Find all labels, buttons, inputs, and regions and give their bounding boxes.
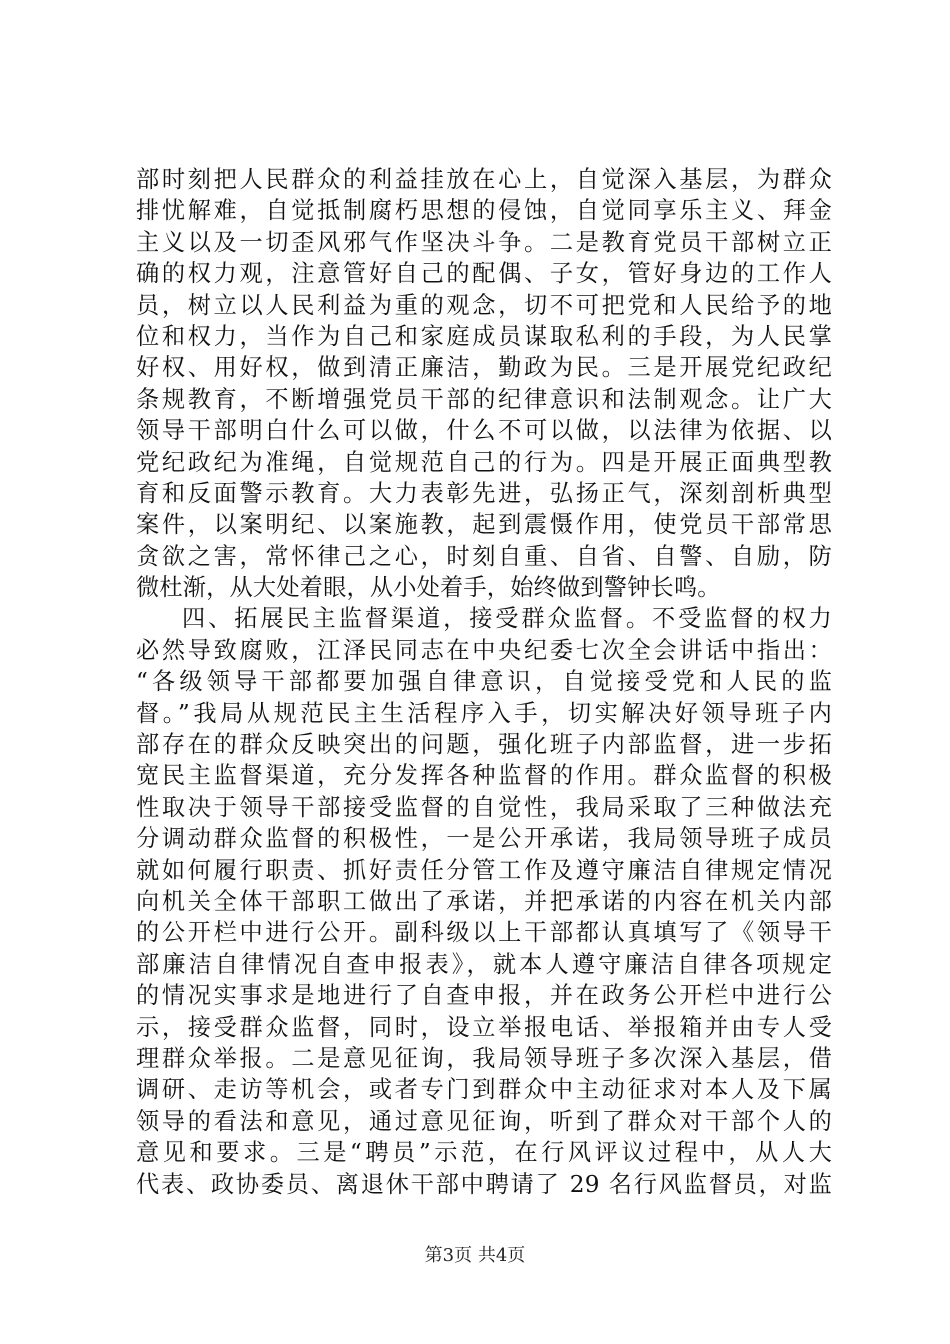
- body-text: [136, 164, 832, 1200]
- text-line: 督。”我局从规范民主生活程序入手，切实解决好领导班子内: [136, 699, 832, 727]
- text-line: 条规教育，不断增强党员干部的纪律意识和法制观念。让广大: [136, 385, 832, 413]
- text-line: 位和权力，当作为自己和家庭成员谋取私利的手段，为人民掌: [136, 322, 832, 350]
- text-line: 必然导致腐败，江泽民同志在中央纪委七次全会讲话中指出：: [136, 636, 832, 664]
- text-line: 育和反面警示教育。大力表彰先进，弘扬正气，深刻剖析典型: [136, 479, 832, 507]
- text-line: 调研、走访等机会，或者专门到群众中主动征求对本人及下属: [136, 1076, 832, 1104]
- text-line: 案件，以案明纪、以案施教，起到震慑作用，使党员干部常思: [136, 511, 832, 539]
- text-line: 部廉洁自律情况自查申报表》，就本人遵守廉洁自律各项规定: [136, 950, 832, 978]
- text-line: 好权、用好权，做到清正廉洁，勤政为民。三是开展党纪政纪: [136, 354, 832, 382]
- text-line: 示，接受群众监督，同时，设立举报电话、举报箱并由专人受: [136, 1013, 832, 1041]
- text-line: 宽民主监督渠道，充分发挥各种监督的作用。群众监督的积极: [136, 762, 832, 790]
- text-line: 分调动群众监督的积极性，一是公开承诺，我局领导班子成员: [136, 825, 832, 853]
- text-line: 意见和要求。三是“聘员”示范，在行风评议过程中，从人大: [136, 1139, 832, 1167]
- text-line: 理群众举报。二是意见征询，我局领导班子多次深入基层，借: [136, 1044, 832, 1072]
- text-line: “各级领导干部都要加强自律意识，自觉接受党和人民的监: [136, 668, 832, 696]
- text-line: 排忧解难，自觉抵制腐朽思想的侵蚀，自觉同享乐主义、拜金: [136, 197, 832, 225]
- text-line: 主义以及一切歪风邪气作坚决斗争。二是教育党员干部树立正: [136, 228, 832, 256]
- text-line: 部时刻把人民群众的利益挂放在心上，自觉深入基层，为群众: [136, 166, 832, 193]
- text-line: 性取决于领导干部接受监督的自觉性，我局采取了三种做法充: [136, 793, 832, 821]
- text-line: 确的权力观，注意管好自己的配偶、子女，管好身边的工作人: [136, 260, 832, 288]
- text-line: 就如何履行职责、抓好责任分管工作及遵守廉洁自律规定情况: [136, 856, 832, 884]
- text-line: 员，树立以人民利益为重的观念，切不可把党和人民给予的地: [136, 291, 832, 319]
- text-line: 贪欲之害，常怀律己之心，时刻自重、自省、自警、自励，防: [136, 542, 832, 570]
- text-line: 领导的看法和意见，通过意见征询，听到了群众对干部个人的: [136, 1107, 832, 1135]
- paragraph-start-line: 四、拓展民主监督渠道，接受群众监督。不受监督的权力: [182, 605, 832, 633]
- text-line: 的公开栏中进行公开。副科级以上干部都认真填写了《领导干: [136, 919, 832, 947]
- text-line: 党纪政纪为准绳，自觉规范自己的行为。四是开展正面典型教: [136, 448, 832, 476]
- paragraph-end-line: 微杜渐，从大处着眼，从小处着手，始终做到警钟长鸣。: [136, 574, 721, 602]
- page-number-footer: 第3页 共4页: [424, 1245, 526, 1266]
- text-line: 的情况实事求是地进行了自查申报，并在政务公开栏中进行公: [136, 982, 832, 1010]
- text-line: 部存在的群众反映突出的问题，强化班子内部监督，进一步拓: [136, 731, 832, 759]
- text-line: 领导干部明白什么可以做，什么不可以做，以法律为依据、以: [136, 417, 832, 445]
- text-line: 代表、政协委员、离退休干部中聘请了 29 名行风监督员，对监: [136, 1170, 832, 1198]
- text-line: 向机关全体干部职工做出了承诺，并把承诺的内容在机关内部: [136, 887, 832, 915]
